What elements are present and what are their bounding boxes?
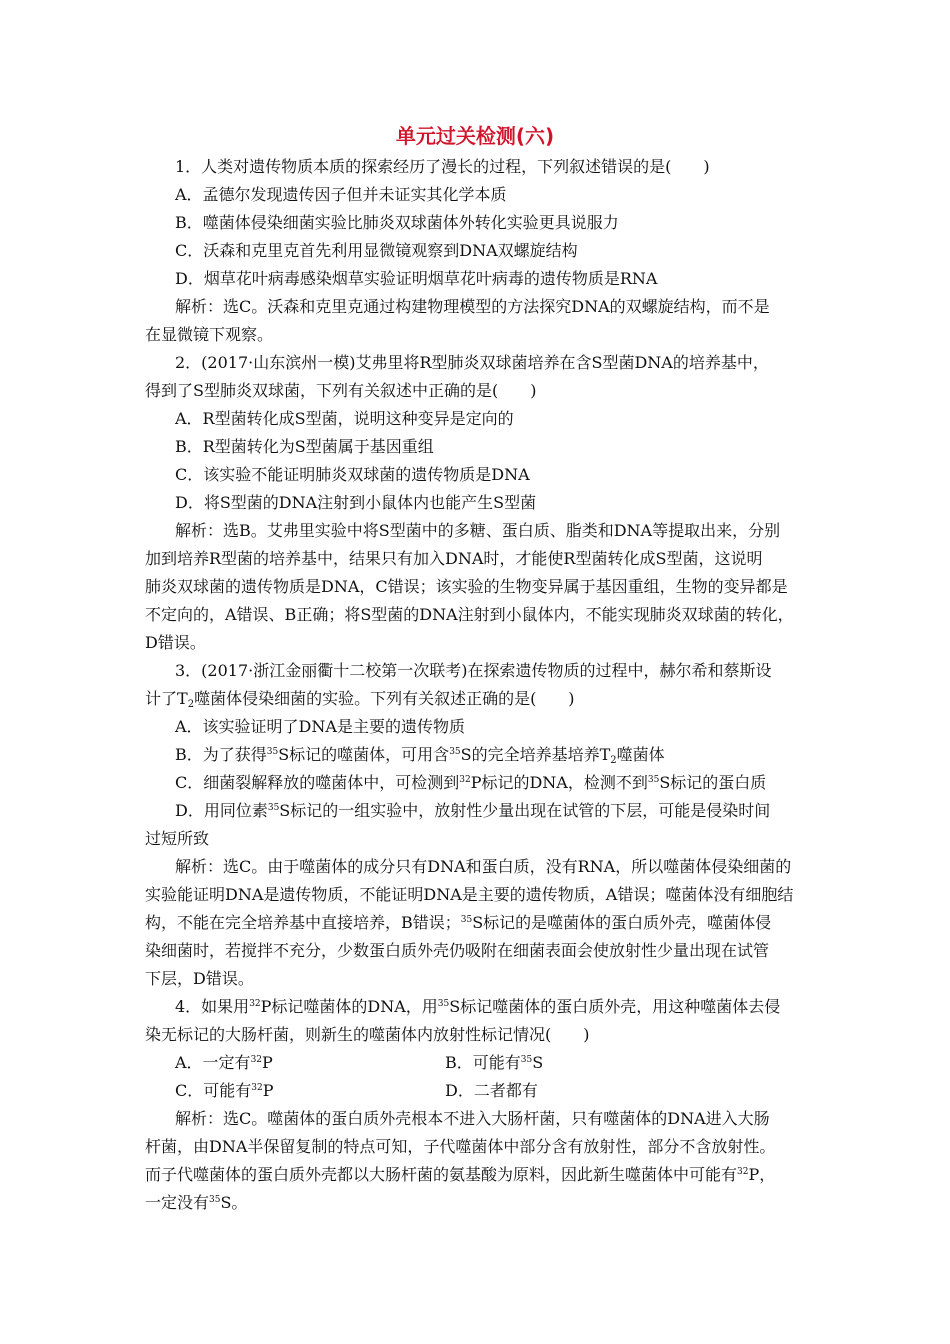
q1-analysis-line-2: 在显微镜下观察。 (145, 325, 274, 344)
q4-option-b: B．可能有$^{35}$S (445, 1053, 544, 1072)
q3-stem-line-1: 3．(2017·浙江金丽衢十二校第一次联考)在探索遗传物质的过程中，赫尔希和蔡斯设 (175, 661, 772, 680)
q3-analysis-line-2: 实验能证明DNA是遗传物质，不能证明DNA是主要的遗传物质，A错误；噬菌体没有细胞结 (145, 885, 794, 904)
q2-option-c: C．该实验不能证明肺炎双球菌的遗传物质是DNA (175, 465, 530, 484)
q4-analysis-line-4: 一定没有$^{35}$S。 (145, 1193, 248, 1212)
q4-stem-line-1: 4．如果用$^{32}$P标记噬菌体的DNA，用$^{35}$S标记噬菌体的蛋白质外壳，用这种噬菌体去侵 (175, 997, 781, 1016)
q4-stem-line-2: 染无标记的大肠杆菌，则新生的噬菌体内放射性标记情况( ) (145, 1025, 590, 1044)
q4-option-d: D．二者都有 (445, 1081, 538, 1100)
q1-option-b: B．噬菌体侵染细菌实验比肺炎双球菌体外转化实验更具说服力 (175, 213, 619, 232)
q1-option-c: C．沃森和克里克首先利用显微镜观察到DNA双螺旋结构 (175, 241, 578, 260)
q3-analysis-line-4: 染细菌时，若搅拌不充分，少数蛋白质外壳仍吸附在细菌表面会使放射性少量出现在试管 (145, 941, 770, 960)
q3-analysis-line-3: 构，不能在完全培养基中直接培养，B错误；$^{35}$S标记的是噬菌体的蛋白质外壳，噬菌体侵 (145, 913, 772, 932)
q2-option-b: B．R型菌转化为S型菌属于基因重组 (175, 437, 434, 456)
q2-analysis-line-2: 加到培养R型菌的培养基中，结果只有加入DNA时，才能使R型菌转化成S型菌，这说明 (145, 549, 763, 568)
q1-option-a: A．孟德尔发现遗传因子但并未证实其化学本质 (175, 185, 507, 204)
q3-analysis-line-1: 解析：选C。由于噬菌体的成分只有DNA和蛋白质，没有RNA，所以噬菌体侵染细菌的 (175, 857, 792, 876)
q2-stem-line-1: 2．(2017·山东滨州一模)艾弗里将R型肺炎双球菌培养在含S型菌DNA的培养基中， (175, 353, 769, 372)
q1-stem: 1．人类对遗传物质本质的探索经历了漫长的过程，下列叙述错误的是( ) (175, 157, 710, 176)
q3-option-c: C．细菌裂解释放的噬菌体中，可检测到$^{32}$P标记的DNA，检测不到$^{35}$S标记的蛋白质 (175, 773, 767, 792)
q1-option-d: D．烟草花叶病毒感染烟草实验证明烟草花叶病毒的遗传物质是RNA (175, 269, 658, 288)
q3-stem-line-2: 计了$T_2$噬菌体侵染细菌的实验。下列有关叙述正确的是( ) (145, 689, 575, 710)
q3-analysis-line-5: 下层，D错误。 (145, 969, 254, 988)
q4-analysis-line-3: 而子代噬菌体的蛋白质外壳都以大肠杆菌的氨基酸为原料，因此新生噬菌体中可能有$^{32}$P， (145, 1165, 776, 1184)
q3-option-a: A．该实验证明了DNA是主要的遗传物质 (175, 717, 465, 736)
q3-option-d: D．用同位素$^{35}$S标记的一组实验中，放射性少量出现在试管的下层，可能是侵染时间 (175, 801, 771, 820)
document-title: 单元过关检测(六) (395, 124, 555, 148)
q2-stem-line-2: 得到了S型肺炎双球菌，下列有关叙述中正确的是( ) (145, 381, 537, 400)
q4-option-c: C．可能有$^{32}$P (175, 1081, 274, 1100)
q3-option-d-cont: 过短所致 (145, 829, 210, 848)
q3-option-b: B．为了获得$^{35}$S标记的噬菌体，可用含$^{35}$S的完全培养基培养$T_2$噬菌体 (175, 745, 665, 766)
q4-analysis-line-2: 杆菌，由DNA半保留复制的特点可知，子代噬菌体中部分含有放射性，部分不含放射性。 (145, 1137, 776, 1156)
q2-option-a: A．R型菌转化成S型菌，说明这种变异是定向的 (175, 409, 514, 428)
q4-analysis-line-1: 解析：选C。噬菌体的蛋白质外壳根本不进入大肠杆菌，只有噬菌体的DNA进入大肠 (175, 1109, 770, 1128)
q4-option-a: A．一定有$^{32}$P (175, 1053, 273, 1072)
q2-analysis-line-3: 肺炎双球菌的遗传物质是DNA，C错误；该实验的生物变异属于基因重组，生物的变异都是 (145, 577, 788, 596)
subscript: 2 (187, 699, 195, 710)
q2-analysis-line-4: 不定向的，A错误、B正确；将S型菌的DNA注射到小鼠体内，不能实现肺炎双球菌的转化， (145, 605, 794, 624)
q2-analysis-line-1: 解析：选B。艾弗里实验中将S型菌中的多糖、蛋白质、脂类和DNA等提取出来，分别 (175, 521, 781, 540)
q1-analysis-line-1: 解析：选C。沃森和克里克通过构建物理模型的方法探究DNA的双螺旋结构，而不是 (175, 297, 770, 316)
q2-analysis-line-5: D错误。 (145, 633, 206, 652)
q2-option-d: D．将S型菌的DNA注射到小鼠体内也能产生S型菌 (175, 493, 537, 512)
